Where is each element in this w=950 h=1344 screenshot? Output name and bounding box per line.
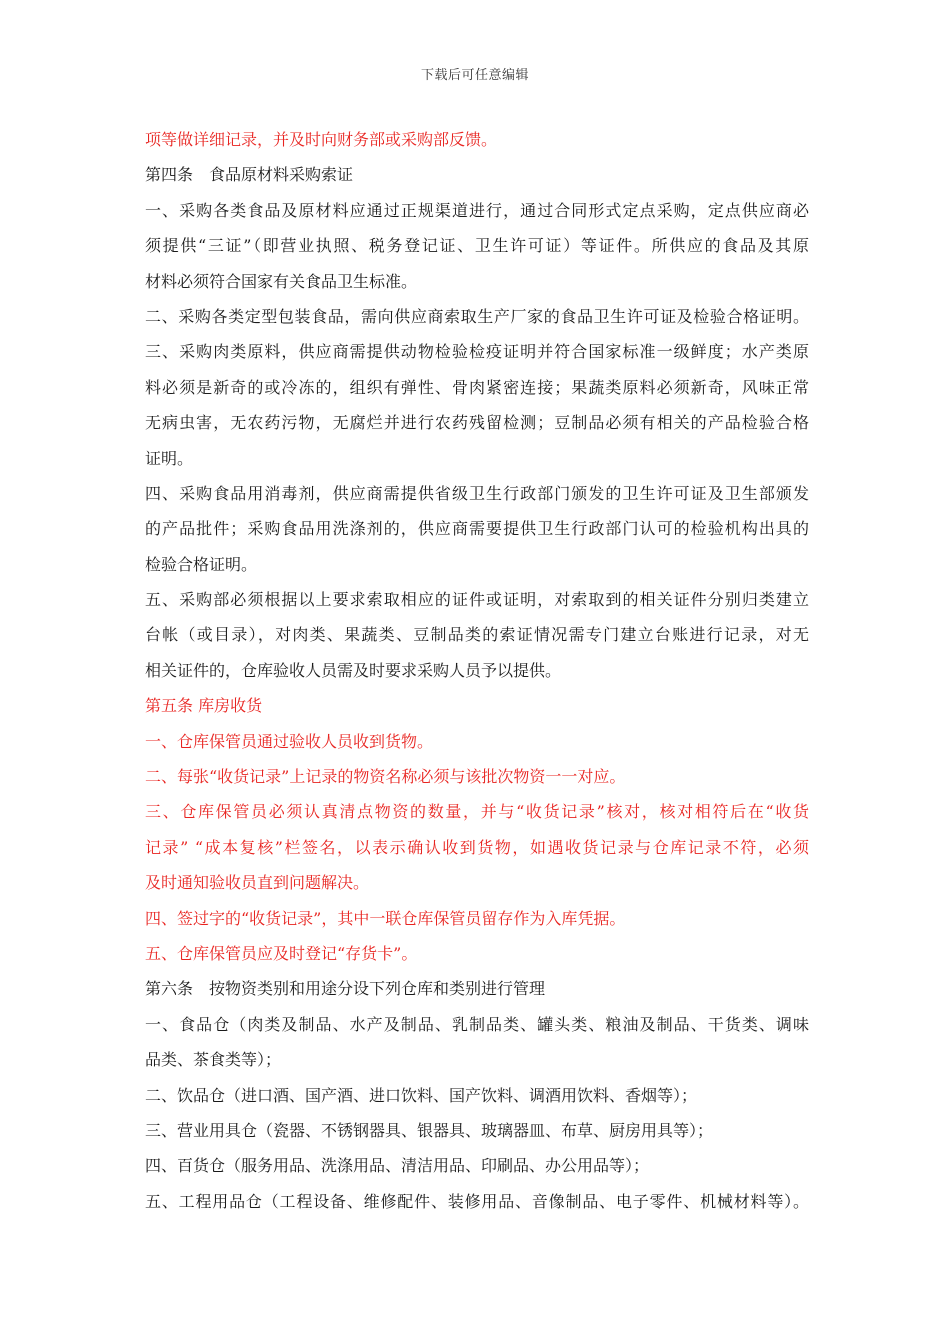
text-line: 第六条 按物资类别和用途分设下列仓库和类别进行管理 [145, 979, 546, 999]
text-line: 五、仓库保管员应及时登记“存货卡”。 [145, 943, 418, 963]
text-line: 第五条 库房收货 [145, 696, 263, 716]
text-line: 二、饮品仓（进口酒、国产酒、进口饮料、国产饮料、调酒用饮料、香烟等）； [145, 1085, 698, 1105]
text-line: 无病虫害，无农药污物，无腐烂并进行农药残留检测；豆制品必须有相关的产品检验合格 [145, 413, 809, 433]
text-line: 材料必须符合国家有关食品卫生标准。 [145, 271, 418, 291]
text-line: 相关证件的，仓库验收人员需及时要求采购人员予以提供。 [145, 660, 562, 680]
text-line: 二、采购各类定型包装食品，需向供应商索取生产厂家的食品卫生许可证及检验合格证明。 [145, 306, 809, 326]
text-line: 四、采购食品用消毒剂，供应商需提供省级卫生行政部门颁发的卫生许可证及卫生部颁发 [145, 483, 809, 503]
text-line: 及时通知验收员直到问题解决。 [145, 873, 370, 893]
text-line: 的产品批件；采购食品用洗涤剂的，供应商需要提供卫生行政部门认可的检验机构出具的 [145, 519, 809, 539]
text-line: 一、食品仓（肉类及制品、水产及制品、乳制品类、罐头类、粮油及制品、干货类、调味 [145, 1014, 809, 1034]
text-line: 五、工程用品仓（工程设备、维修配件、装修用品、音像制品、电子零件、机械材料等）。 [145, 1191, 809, 1211]
text-line: 料必须是新奇的或冷冻的，组织有弹性、骨肉紧密连接；果蔬类原料必须新奇，风味正常 [145, 377, 809, 397]
text-line: 三、营业用具仓（瓷器、不锈钢器具、银器具、玻璃器皿、布草、厨房用具等）； [145, 1120, 714, 1140]
text-line: 三、采购肉类原料，供应商需提供动物检验检疫证明并符合国家标准一级鲜度；水产类原 [145, 342, 809, 362]
text-line: 品类、茶食类等）； [145, 1050, 282, 1070]
text-line: 四、百货仓（服务用品、洗涤用品、清洁用品、印刷品、办公用品等）； [145, 1156, 650, 1176]
text-line: 记录” “成本复核”栏签名，以表示确认收到货物，如遇收货记录与仓库记录不符，必须 [145, 837, 809, 857]
text-line: 台帐（或目录），对肉类、果蔬类、豆制品类的索证情况需专门建立台账进行记录，对无 [145, 625, 809, 645]
text-line: 二、每张“收货记录”上记录的物资名称必须与该批次物资一一对应。 [145, 767, 626, 787]
text-line: 证明。 [145, 448, 194, 468]
text-line: 四、签过字的“收货记录”，其中一联仓库保管员留存作为入库凭据。 [145, 908, 626, 928]
text-line: 项等做详细记录，并及时向财务部或采购部反馈。 [145, 130, 498, 149]
text-line: 一、仓库保管员通过验收人员收到货物。 [145, 731, 434, 751]
text-line: 一、采购各类食品及原材料应通过正规渠道进行，通过合同形式定点采购，定点供应商必 [145, 200, 809, 220]
text-line: 第四条 食品原材料采购索证 [145, 165, 354, 185]
text-line: 五、采购部必须根据以上要求索取相应的证件或证明，对索取到的相关证件分别归类建立 [145, 590, 809, 610]
text-line: 须提供“三证”（即营业执照、税务登记证、卫生许可证）等证件。所供应的食品及其原 [145, 236, 809, 256]
text-line: 三、仓库保管员必须认真清点物资的数量，并与“收货记录”核对，核对相符后在“收货 [145, 802, 809, 822]
page-header-note: 下载后可任意编辑 [420, 68, 529, 83]
text-line: 检验合格证明。 [145, 554, 258, 574]
document-body [145, 122, 809, 1219]
